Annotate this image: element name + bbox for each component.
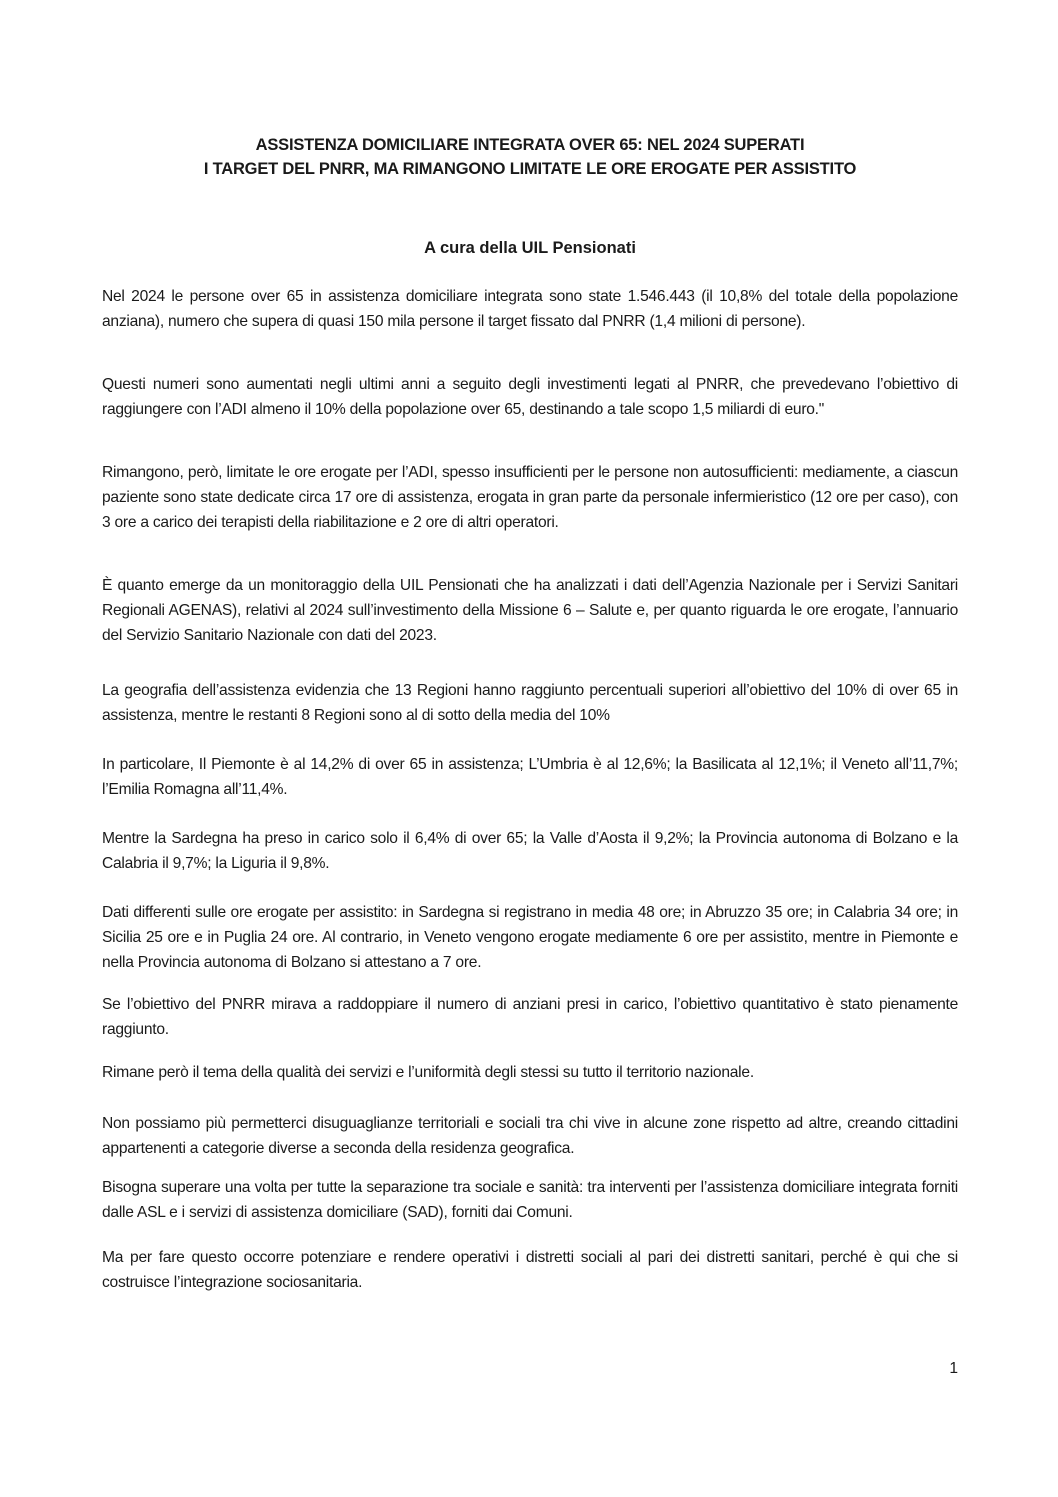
paragraph: Nel 2024 le persone over 65 in assistenza domiciliare integrata sono state 1.546.443 (il 10,8% del totale della popolazione anziana), numero che supera di quasi 150 mila persone il target fissato dal PNRR (1,4 milioni di persone). <box>102 288 958 330</box>
paragraph: La geografia dell’assistenza evidenzia che 13 Regioni hanno raggiunto percentuali superiori all’obiettivo del 10% di over 65 in assistenza, mentre le restanti 8 Regioni sono al di sotto della media del 10% <box>102 682 958 724</box>
page-number: 1 <box>949 1360 958 1377</box>
document-title-line-2: I TARGET DEL PNRR, MA RIMANGONO LIMITATE LE ORE EROGATE PER ASSISTITO <box>203 160 857 178</box>
document-title-line-1: ASSISTENZA DOMICILIARE INTEGRATA OVER 65: NEL 2024 SUPERATI <box>255 136 805 154</box>
paragraph: Ma per fare questo occorre potenziare e rendere operativi i distretti sociali al pari dei distretti sanitari, perché è qui che si costruisce l’integrazione sociosanitaria. <box>102 1249 958 1291</box>
paragraph: Se l’obiettivo del PNRR mirava a raddoppiare il numero di anziani presi in carico, l’obiettivo quantitativo è stato pienamente raggiunto. <box>102 996 958 1038</box>
paragraph: Mentre la Sardegna ha preso in carico solo il 6,4% di over 65; la Valle d’Aosta il 9,2%; la Provincia autonoma di Bolzano e la Calabria il 9,7%; la Liguria il 9,8%. <box>102 830 958 872</box>
paragraph: È quanto emerge da un monitoraggio della UIL Pensionati che ha analizzati i dati dell’Agenzia Nazionale per i Servizi Sanitari Regionali AGENAS), relativi al 2024 sull’investimento della Missione 6 – Salute e, per quanto riguarda le ore erogate, l’annuario del Servizio Sanitario Nazionale con dati del 2023. <box>102 577 958 644</box>
paragraph: Rimangono, però, limitate le ore erogate per l’ADI, spesso insufficienti per le persone non autosufficienti: mediamente, a ciascun paziente sono state dedicate circa 17 ore di assistenza, erogata in gran parte da personale infermieristico (12 ore per caso), con 3 ore a carico dei terapisti della riabilitazione e 2 ore di altri operatori. <box>102 464 958 531</box>
document-byline: A cura della UIL Pensionati <box>424 239 636 257</box>
paragraph: In particolare, Il Piemonte è al 14,2% di over 65 in assistenza; L’Umbria è al 12,6%; la Basilicata al 12,1%; il Veneto all’11,7%; l’Emilia Romagna all’11,4%. <box>102 756 958 798</box>
paragraph: Dati differenti sulle ore erogate per assistito: in Sardegna si registrano in media 48 ore; in Abruzzo 35 ore; in Calabria 34 ore; in Sicilia 25 ore e in Puglia 24 ore. Al contrario, in Veneto vengono erogate mediamente 6 ore per assistito, mentre in Piemonte e nella Provincia autonoma di Bolzano si attestano a 7 ore. <box>102 904 958 971</box>
paragraph: Bisogna superare una volta per tutte la separazione tra sociale e sanità: tra interventi per l’assistenza domiciliare integrata forniti dalle ASL e i servizi di assistenza domiciliare (SAD), forniti dai Comuni. <box>102 1179 958 1221</box>
paragraph: Questi numeri sono aumentati negli ultimi anni a seguito degli investimenti legati al PNRR, che prevedevano l’obiettivo di raggiungere con l’ADI almeno il 10% della popolazione over 65, destinando a tale scopo 1,5 miliardi di euro." <box>102 376 958 418</box>
paragraph: Rimane però il tema della qualità dei servizi e l’uniformità degli stessi su tutto il territorio nazionale. <box>102 1064 754 1081</box>
paragraph: Non possiamo più permetterci disuguaglianze territoriali e sociali tra chi vive in alcune zone rispetto ad altre, creando cittadini appartenenti a categorie diverse a seconda della residenza geografica. <box>102 1115 958 1157</box>
